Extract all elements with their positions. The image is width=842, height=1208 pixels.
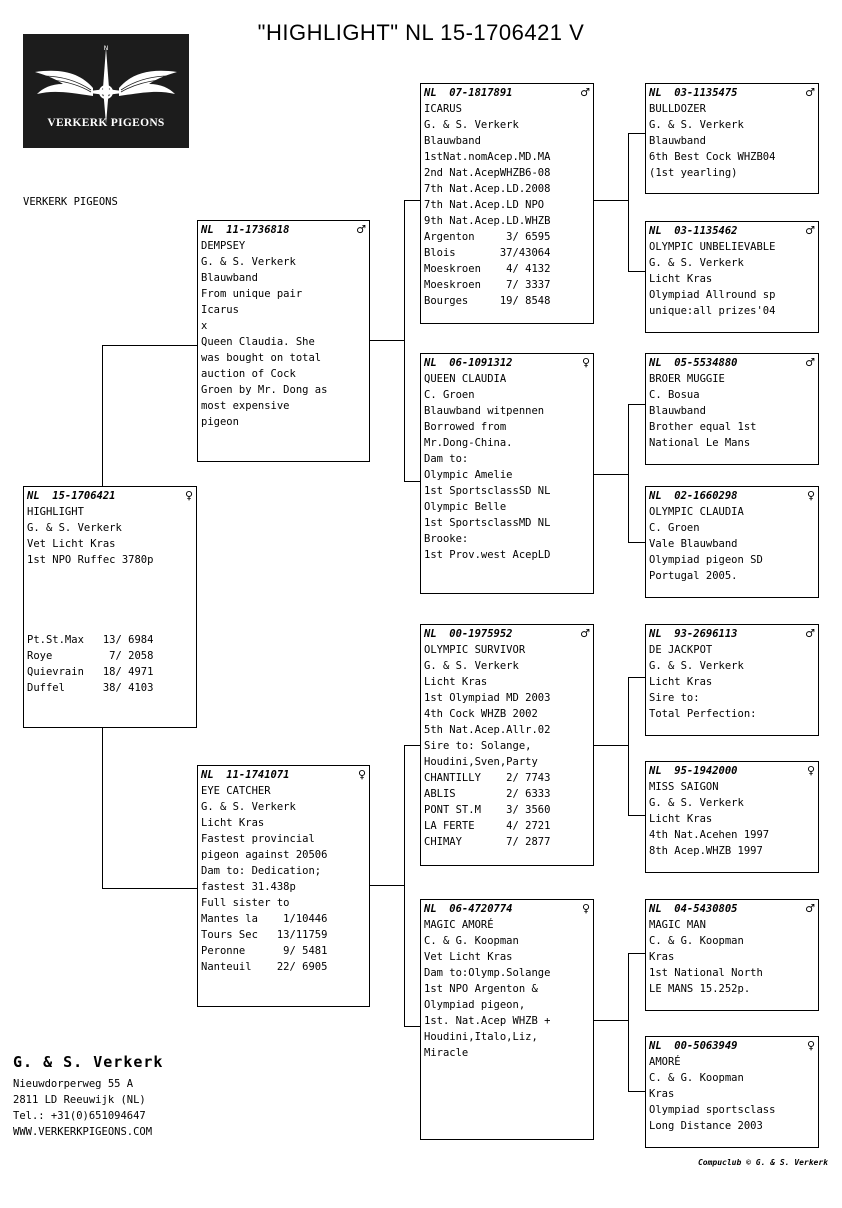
info-line: Olympiad Allround sp <box>649 289 776 301</box>
ring-number: NL 03-1135462 <box>649 225 738 237</box>
female-icon: ♀ <box>806 489 815 502</box>
info-line: Portugal 2005. <box>649 570 738 582</box>
info-line: Houdini,Sven,Party <box>424 756 538 768</box>
info-line: Licht Kras <box>649 676 713 688</box>
info-line: unique:all prizes'04 <box>649 305 776 317</box>
connector <box>594 745 628 746</box>
male-icon: ♂ <box>805 86 815 99</box>
info-line: C. & G. Koopman <box>649 1072 744 1084</box>
connector <box>628 815 645 816</box>
info-line: (1st yearling) <box>649 167 738 179</box>
ring-number: NL 00-1975952 <box>424 628 513 640</box>
info-line: C. & G. Koopman <box>424 935 519 947</box>
winged-compass-icon <box>23 34 189 148</box>
info-line: G. & S. Verkerk <box>649 119 744 131</box>
info-line: Olympic Amelie <box>424 469 513 481</box>
female-icon: ♀ <box>357 768 366 781</box>
info-line: Full sister to <box>201 897 290 909</box>
info-line: Blauwband <box>649 405 706 417</box>
ring-number: NL 00-5063949 <box>649 1040 738 1052</box>
result-line: Bourges 19/ 8548 <box>424 295 551 307</box>
info-line: 7th Nat.Acep.LD NPO <box>424 199 545 211</box>
info-line: Miracle <box>424 1047 469 1059</box>
connector <box>628 953 645 954</box>
result-line: Tours Sec 13/11759 <box>201 929 328 941</box>
owner-city: 2811 LD Reeuwijk (NL) <box>13 1094 146 1106</box>
pigeon-card-sss <box>645 83 819 194</box>
info-line: Kras <box>649 1088 675 1100</box>
pigeon-name: HIGHLIGHT <box>27 506 84 518</box>
connector <box>628 953 629 1091</box>
svg-text:N: N <box>103 45 109 52</box>
info-line: auction of Cock <box>201 368 296 380</box>
ring-number: NL 07-1817891 <box>424 87 513 99</box>
male-icon: ♂ <box>805 627 815 640</box>
info-line: pigeon against 20506 <box>201 849 328 861</box>
info-line: G. & S. Verkerk <box>27 522 122 534</box>
info-line: Borrowed from <box>424 421 507 433</box>
result-line: Moeskroen 7/ 3337 <box>424 279 551 291</box>
info-line: 5th Nat.Acep.Allr.02 <box>424 724 551 736</box>
result-line: Blois 37/43064 <box>424 247 551 259</box>
pigeon-name: OLYMPIC SURVIVOR <box>424 644 526 656</box>
info-line: 1st SportsclassSD NL <box>424 485 551 497</box>
info-line: 1st National North <box>649 967 763 979</box>
male-icon: ♂ <box>356 223 366 236</box>
info-line: Olympic Belle <box>424 501 507 513</box>
connector <box>628 677 629 815</box>
info-line: G. & S. Verkerk <box>424 660 519 672</box>
pigeon-name: EYE CATCHER <box>201 785 271 797</box>
result-line: Moeskroen 4/ 4132 <box>424 263 551 275</box>
pigeon-name: AMORÉ <box>649 1056 681 1068</box>
info-line: 1st SportsclassMD NL <box>424 517 551 529</box>
info-line: C. Bosua <box>649 389 700 401</box>
info-line: Licht Kras <box>649 273 713 285</box>
ring-number: NL 06-4720774 <box>424 903 513 915</box>
info-line: 7th Nat.Acep.LD.2008 <box>424 183 551 195</box>
ring-number: NL 02-1660298 <box>649 490 738 502</box>
info-line: Vale Blauwband <box>649 538 738 550</box>
result-line: Peronne 9/ 5481 <box>201 945 328 957</box>
connector <box>404 481 420 482</box>
info-line: G. & S. Verkerk <box>649 257 744 269</box>
connector <box>102 345 197 346</box>
info-line: Queen Claudia. She <box>201 336 315 348</box>
male-icon: ♂ <box>580 627 590 640</box>
connector <box>628 404 645 405</box>
info-line: G. & S. Verkerk <box>424 119 519 131</box>
connector <box>102 888 197 889</box>
result-line: Duffel 38/ 4103 <box>27 682 154 694</box>
info-line: 6th Best Cock WHZB04 <box>649 151 776 163</box>
info-line: Brooke: <box>424 533 469 545</box>
pigeon-name: MAGIC AMORÉ <box>424 919 494 931</box>
ring-number: NL 11-1741071 <box>201 769 290 781</box>
result-line: Argenton 3/ 6595 <box>424 231 551 243</box>
result-line: CHANTILLY 2/ 7743 <box>424 772 551 784</box>
connector <box>404 200 420 201</box>
info-line: 1st NPO Argenton & <box>424 983 538 995</box>
pigeon-name: QUEEN CLAUDIA <box>424 373 507 385</box>
pigeon-name: OLYMPIC CLAUDIA <box>649 506 744 518</box>
female-icon: ♀ <box>581 902 590 915</box>
info-line: 1st Olympiad MD 2003 <box>424 692 551 704</box>
pigeon-card-dam-dam <box>420 899 594 1140</box>
info-line: C. Groen <box>424 389 475 401</box>
result-line: Roye 7/ 2058 <box>27 650 154 662</box>
male-icon: ♂ <box>805 224 815 237</box>
owner-website[interactable]: WWW.VERKERKPIGEONS.COM <box>13 1126 153 1138</box>
result-line: Quievrain 18/ 4971 <box>27 666 154 678</box>
pigeon-name: MAGIC MAN <box>649 919 706 931</box>
kennel-name: VERKERK PIGEONS <box>23 196 118 208</box>
pigeon-name: BULLDOZER <box>649 103 706 115</box>
ring-number: NL 04-5430805 <box>649 903 738 915</box>
pigeon-name: OLYMPIC UNBELIEVABLE <box>649 241 776 253</box>
info-line: Blauwband <box>201 272 258 284</box>
info-line: G. & S. Verkerk <box>649 797 744 809</box>
info-line: most expensive <box>201 400 290 412</box>
info-line: Dam to: Dedication; <box>201 865 322 877</box>
pigeon-card-dss <box>645 624 819 736</box>
connector <box>628 133 629 271</box>
male-icon: ♂ <box>805 902 815 915</box>
info-line: C. Groen <box>649 522 700 534</box>
info-line: 2nd Nat.AcepWHZB6-08 <box>424 167 551 179</box>
connector <box>102 728 103 888</box>
info-line: Sire to: <box>649 692 700 704</box>
info-line: Groen by Mr. Dong as <box>201 384 328 396</box>
page-title: "HIGHLIGHT" NL 15-1706421 V <box>257 20 585 45</box>
info-line: Dam to: <box>424 453 469 465</box>
info-line: LE MANS 15.252p. <box>649 983 751 995</box>
female-icon: ♀ <box>806 764 815 777</box>
female-icon: ♀ <box>581 356 590 369</box>
info-line: Fastest provincial <box>201 833 315 845</box>
female-icon: ♀ <box>184 489 193 502</box>
info-line: Icarus <box>201 304 239 316</box>
info-line: C. & G. Koopman <box>649 935 744 947</box>
pigeon-card-sire <box>197 220 370 462</box>
info-line: fastest 31.438p <box>201 881 296 893</box>
info-line: 1st Prov.west AcepLD <box>424 549 551 561</box>
owner-name: G. & S. Verkerk <box>13 1053 164 1071</box>
info-line: Mr.Dong-China. <box>424 437 513 449</box>
pigeon-card-subject <box>23 486 197 728</box>
result-line: Mantes la 1/10446 <box>201 913 328 925</box>
info-line: G. & S. Verkerk <box>201 801 296 813</box>
male-icon: ♂ <box>805 356 815 369</box>
connector <box>628 542 645 543</box>
info-line: 1st. Nat.Acep WHZB + <box>424 1015 551 1027</box>
info-line: Vet Licht Kras <box>27 538 116 550</box>
info-line: Dam to:Olymp.Solange <box>424 967 551 979</box>
pigeon-card-sds <box>645 353 819 465</box>
info-line: Licht Kras <box>201 817 265 829</box>
ring-number: NL 03-1135475 <box>649 87 738 99</box>
info-line: Kras <box>649 951 675 963</box>
info-line: Olympiad sportsclass <box>649 1104 776 1116</box>
info-line: Vet Licht Kras <box>424 951 513 963</box>
info-line: G. & S. Verkerk <box>649 660 744 672</box>
pigeon-name: ICARUS <box>424 103 462 115</box>
result-line: Nanteuil 22/ 6905 <box>201 961 328 973</box>
pigeon-card-ssd <box>645 221 819 333</box>
ring-number: NL 15-1706421 <box>27 490 116 502</box>
pigeon-card-ddd <box>645 1036 819 1148</box>
result-line: PONT ST.M 3/ 3560 <box>424 804 551 816</box>
info-line: pigeon <box>201 416 239 428</box>
info-line: Olympiad pigeon SD <box>649 554 763 566</box>
info-line: x <box>201 320 208 332</box>
info-line: 9th Nat.Acep.LD.WHZB <box>424 215 551 227</box>
connector <box>370 885 404 886</box>
pigeon-card-dam <box>197 765 370 1007</box>
ring-number: NL 06-1091312 <box>424 357 513 369</box>
result-line: ABLIS 2/ 6333 <box>424 788 551 800</box>
ring-number: NL 11-1736818 <box>201 224 290 236</box>
info-line: Houdini,Italo,Liz, <box>424 1031 538 1043</box>
info-line: Long Distance 2003 <box>649 1120 763 1132</box>
info-line: Olympiad pigeon, <box>424 999 526 1011</box>
owner-address: Nieuwdorperweg 55 A <box>13 1078 134 1090</box>
pigeon-card-sire-sire <box>420 83 594 324</box>
result-line: LA FERTE 4/ 2721 <box>424 820 551 832</box>
info-line: 4th Cock WHZB 2002 <box>424 708 538 720</box>
info-line: 8th Acep.WHZB 1997 <box>649 845 763 857</box>
connector <box>404 200 405 481</box>
info-line: G. & S. Verkerk <box>201 256 296 268</box>
ring-number: NL 05-5534880 <box>649 357 738 369</box>
male-icon: ♂ <box>580 86 590 99</box>
info-line: was bought on total <box>201 352 322 364</box>
result-line: Pt.St.Max 13/ 6984 <box>27 634 154 646</box>
pigeon-name: DEMPSEY <box>201 240 246 252</box>
pigeon-name: DE JACKPOT <box>649 644 713 656</box>
logo <box>23 34 189 148</box>
info-line: 1st NPO Ruffec 3780p <box>27 554 154 566</box>
ring-number: NL 93-2696113 <box>649 628 738 640</box>
pigeon-name: MISS SAIGON <box>649 781 719 793</box>
pigeon-card-sire-dam <box>420 353 594 594</box>
connector <box>370 340 404 341</box>
info-line: Total Perfection: <box>649 708 757 720</box>
info-line: National Le Mans <box>649 437 751 449</box>
connector <box>404 745 405 1026</box>
pigeon-name: BROER MUGGIE <box>649 373 725 385</box>
footer-credit: Compuclub © G. & S. Verkerk <box>697 1158 828 1167</box>
connector <box>628 404 629 542</box>
pigeon-card-dds <box>645 899 819 1011</box>
info-line: Licht Kras <box>424 676 488 688</box>
connector <box>628 133 645 134</box>
info-line: Sire to: Solange, <box>424 740 532 752</box>
connector <box>404 745 420 746</box>
connector <box>102 345 103 487</box>
female-icon: ♀ <box>806 1039 815 1052</box>
info-line: Brother equal 1st <box>649 421 757 433</box>
info-line: Blauwband <box>424 135 481 147</box>
connector <box>594 474 628 475</box>
info-line: Licht Kras <box>649 813 713 825</box>
connector <box>594 200 628 201</box>
pigeon-card-dsd <box>645 761 819 873</box>
pigeon-card-dam-sire <box>420 624 594 866</box>
connector <box>628 271 645 272</box>
pigeon-card-sdd <box>645 486 819 598</box>
connector <box>628 677 645 678</box>
info-line: Blauwband witpennen <box>424 405 545 417</box>
owner-contact <box>13 1052 163 1140</box>
info-line: From unique pair <box>201 288 303 300</box>
info-line: 1stNat.nomAcep.MD.MA <box>424 151 551 163</box>
connector <box>594 1020 628 1021</box>
ring-number: NL 95-1942000 <box>649 765 738 777</box>
info-line: Blauwband <box>649 135 706 147</box>
info-line: 4th Nat.Acehen 1997 <box>649 829 770 841</box>
owner-phone: Tel.: +31(0)651094647 <box>13 1110 146 1122</box>
connector <box>404 1026 420 1027</box>
logo-text: VERKERK PIGEONS <box>47 117 165 129</box>
connector <box>628 1091 645 1092</box>
result-line: CHIMAY 7/ 2877 <box>424 836 551 848</box>
